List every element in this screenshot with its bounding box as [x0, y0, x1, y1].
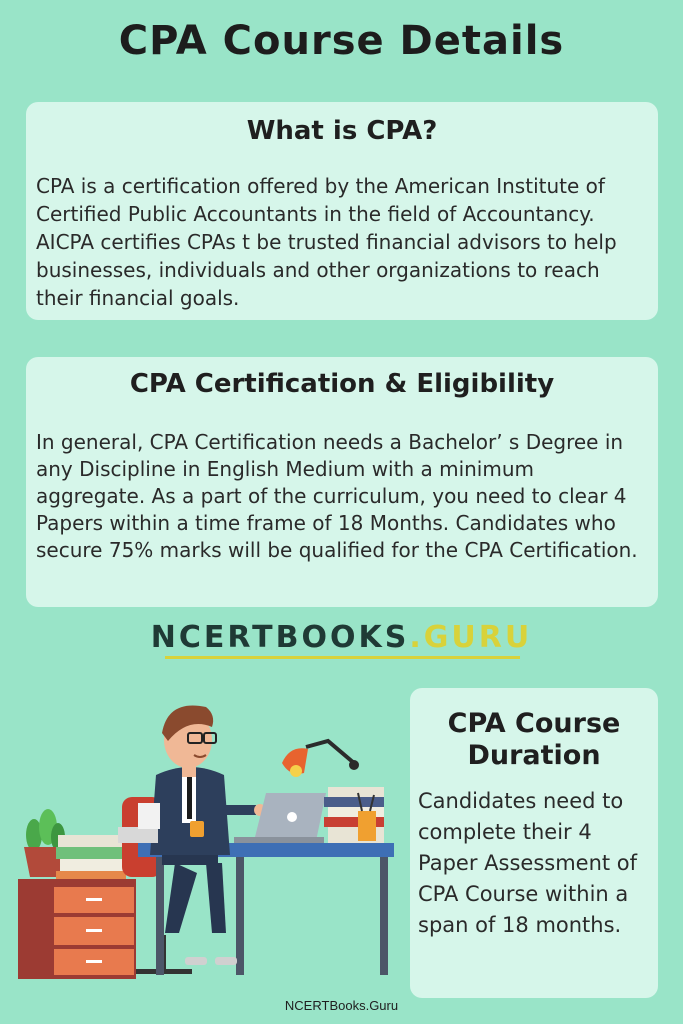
book-stack-icon [56, 835, 126, 879]
laptop-icon [234, 793, 326, 843]
section-heading: CPA Certification & Eligibility [129, 369, 555, 399]
office-worker-illustration [10, 685, 400, 985]
section-body: CPA is a certification offered by the American Institute of Certified Public Accountants in the field of Accountancy. AICPA certifies CPAs t be trusted financial advisors to help businesses, individuals and other organizations to reach their financial goals. [36, 174, 617, 310]
drawer-cabinet [18, 879, 136, 979]
section-heading: CPA Course Duration [447, 708, 621, 771]
certification-eligibility-card [26, 357, 658, 607]
course-duration-card [410, 688, 658, 998]
page-title: CPA Course Details [118, 18, 565, 64]
brand-suffix: .GURU [409, 620, 533, 655]
person-avatar [150, 705, 266, 965]
section-body: In general, CPA Certification needs a Bachelor’ s Degree in any Discipline in English Medium with a minimum aggregate. As a part of the curriculum, you need to clear 4 Papers within a time frame of 18 Months. Candidates who secure 75% marks will be qualified for the CPA Certification. [36, 430, 638, 562]
desk-lamp-icon [282, 741, 359, 777]
section-body: Candidates need to complete their 4 Paper Assessment of CPA Course within a span of 18 months. [418, 789, 638, 937]
what-is-cpa-card [26, 102, 658, 320]
section-heading: What is CPA? [246, 116, 438, 146]
book-stack-icon-right [324, 787, 384, 843]
brand-logo [0, 620, 683, 655]
brand-name: NCERTBOOKS [150, 620, 410, 655]
footer-credit: NCERTBooks.Guru [284, 998, 399, 1013]
brand-underline [165, 656, 520, 659]
